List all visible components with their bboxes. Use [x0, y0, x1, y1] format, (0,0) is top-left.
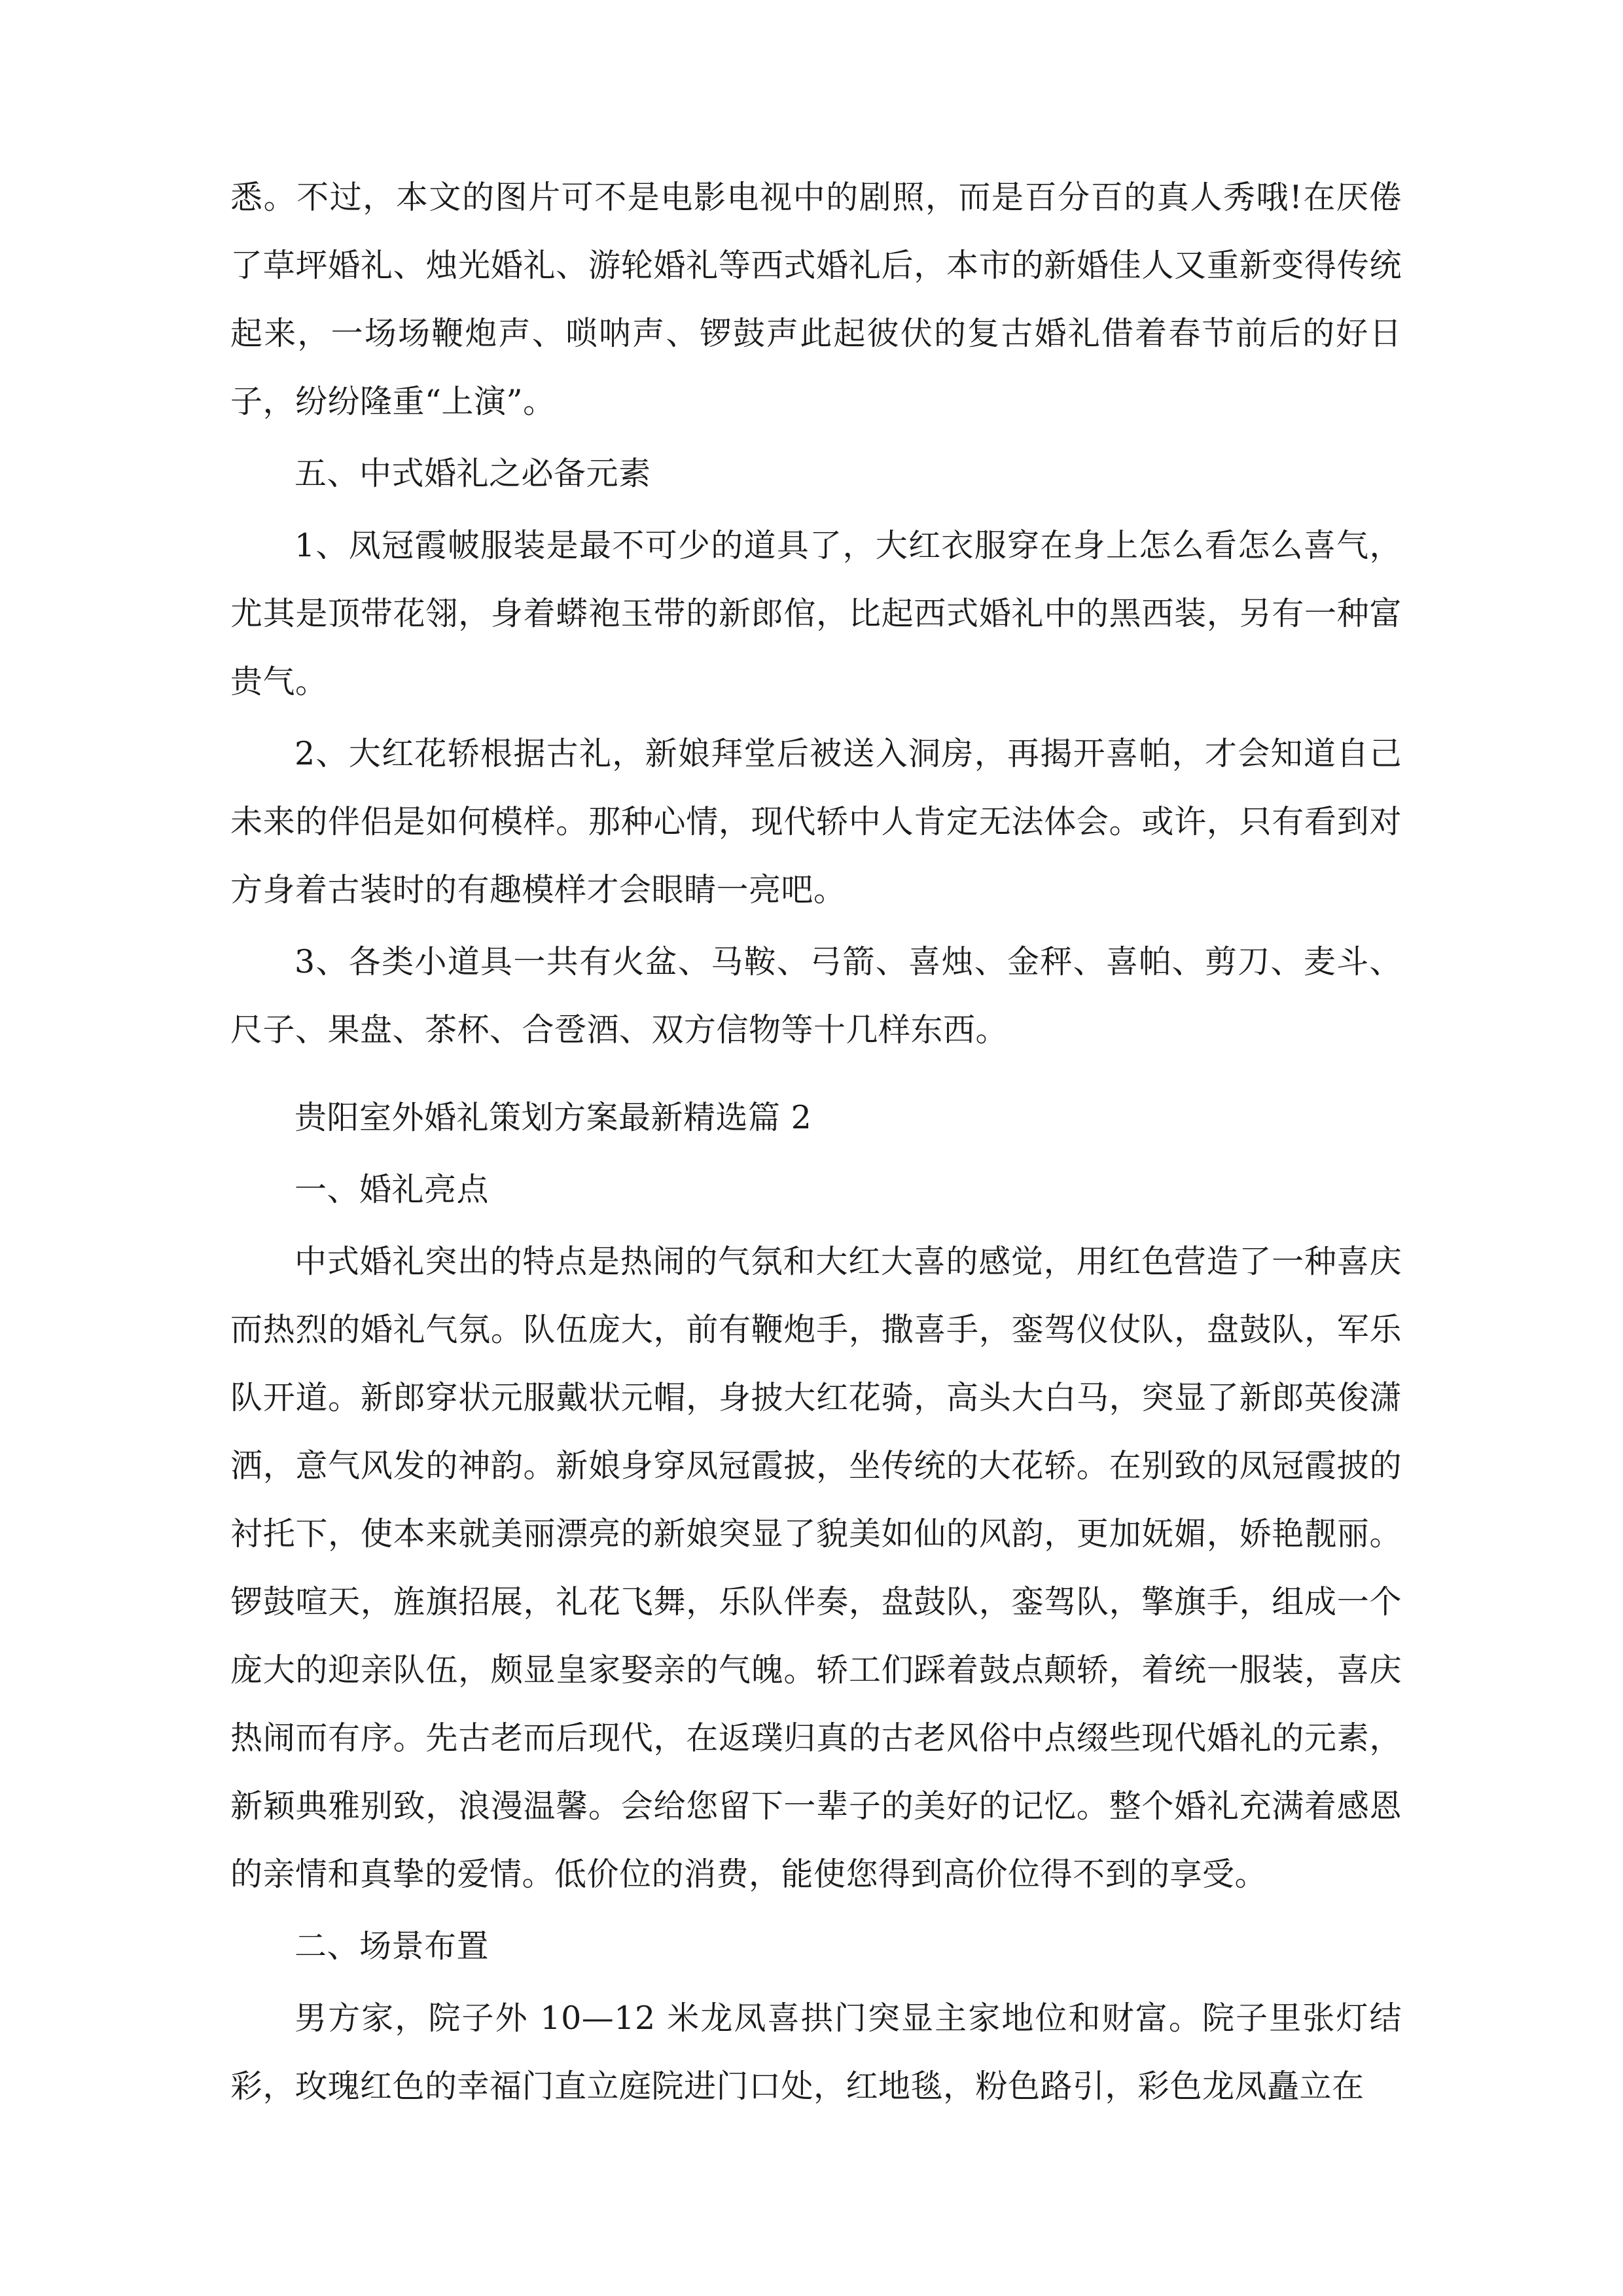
heading-section-five: 五、中式婚礼之必备元素: [294, 455, 651, 492]
list-item-2: 2、大红花轿根据古礼，新娘拜堂后被送入洞房，再揭开喜帕，才会知道自己未来的伴侣是如何模样。那种心情，现代轿中人肯定无法体会。或许，只有看到对方身着古装时的有趣模样才会眼睛一亮吧。: [230, 735, 1402, 908]
paragraph-scene-setup: 男方家，院子外 10—12 米龙凤喜拱门突显主家地位和财富。院子里张灯结彩，玫瑰红色的幸福门直立庭院进门口处，红地毯，粉色路引，彩色龙凤矗立在: [230, 2000, 1402, 2105]
paragraph-opening: 悉。不过，本文的图片可不是电影电视中的剧照，而是百分百的真人秀哦!在厌倦了草坪婚礼、烛光婚礼、游轮婚礼等西式婚礼后，本市的新婚佳人又重新变得传统起来，一场场鞭炮声、唢呐声、锣鼓声此起彼伏的复古婚礼借着春节前后的好日子，纷纷隆重“上演”。: [230, 179, 1402, 420]
list-item-3: 3、各类小道具一共有火盆、马鞍、弓箭、喜烛、金秤、喜帕、剪刀、麦斗、尺子、果盘、茶杯、合卺酒、双方信物等十几样东西。: [230, 943, 1402, 1049]
page-text-body: [230, 164, 1402, 2125]
heading-section-one: 一、婚礼亮点: [294, 1171, 490, 1208]
heading-section-two: 二、场景布置: [294, 1928, 490, 1965]
section-title-part-two: 贵阳室外婚礼策划方案最新精选篇 2: [294, 1099, 812, 1136]
paragraph-wedding-highlights: 中式婚礼突出的特点是热闹的气氛和大红大喜的感觉，用红色营造了一种喜庆而热烈的婚礼气氛。队伍庞大，前有鞭炮手，撒喜手，銮驾仪仗队，盘鼓队，军乐队开道。新郎穿状元服戴状元帽，身披大红花骑，高头大白马，突显了新郎英俊潇洒，意气风发的神韵。新娘身穿凤冠霞披，坐传统的大花轿。在别致的凤冠霞披的衬托下，使本来就美丽漂亮的新娘突显了貌美如仙的风韵，更加妩媚，娇艳靓丽。锣鼓喧天，旌旗招展，礼花飞舞，乐队伴奏，盘鼓队，銮驾队，擎旗手，组成一个庞大的迎亲队伍，颇显皇家娶亲的气魄。轿工们踩着鼓点颠轿，着统一服装，喜庆热闹而有序。先古老而后现代，在返璞归真的古老风俗中点缀些现代婚礼的元素，新颖典雅别致，浪漫温馨。会给您留下一辈子的美好的记忆。整个婚礼充满着感恩的亲情和真挚的爱情。低价位的消费，能使您得到高价位得不到的享受。: [230, 1243, 1402, 1893]
list-item-1: 1、凤冠霞帔服装是最不可少的道具了，大红衣服穿在身上怎么看怎么喜气，尤其是顶带花翎，身着蟒袍玉带的新郎倌，比起西式婚礼中的黑西装，另有一种富贵气。: [230, 527, 1402, 700]
section-spacer: [230, 1068, 1402, 1084]
